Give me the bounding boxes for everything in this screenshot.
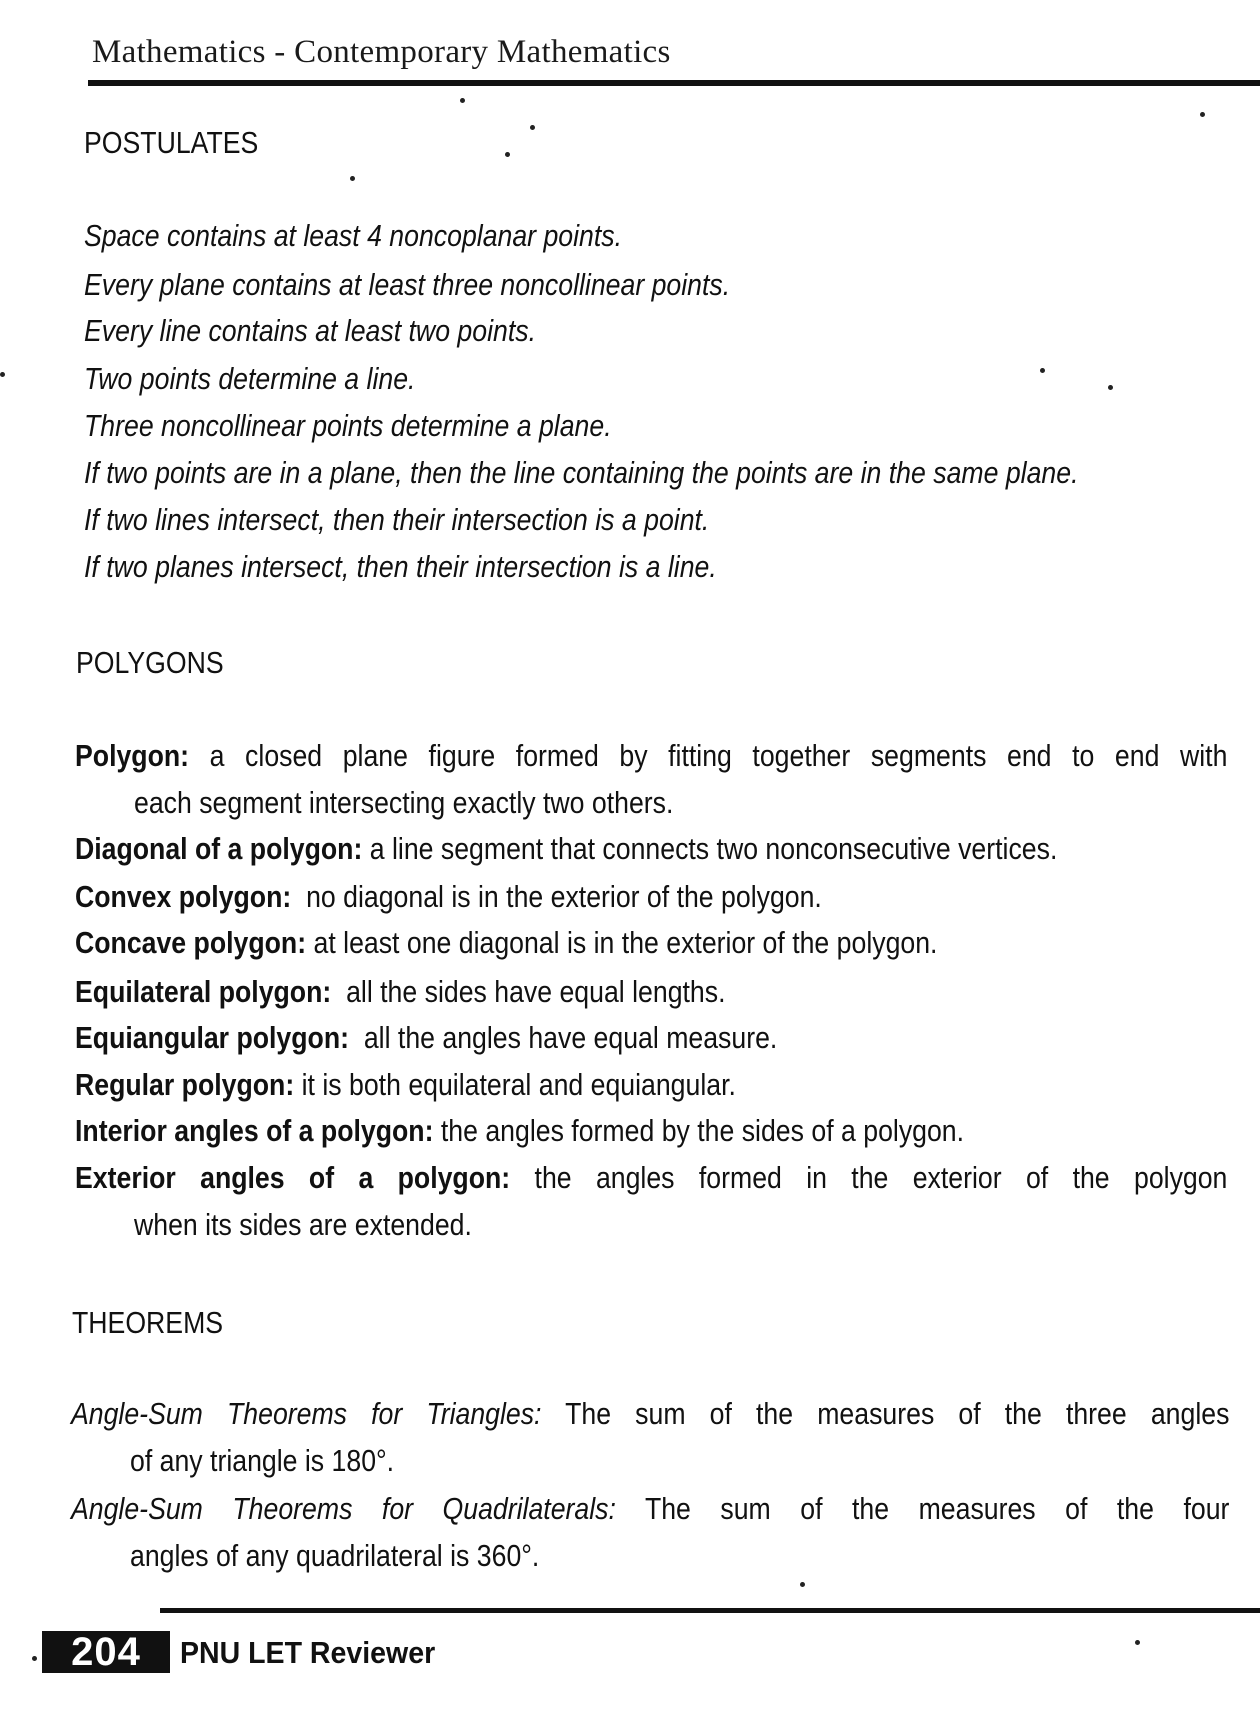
term: Regular polygon: — [75, 1067, 295, 1102]
definition: the angles formed by the sides of a polygon. — [440, 1113, 965, 1148]
scan-speck — [0, 372, 5, 377]
definition: all the angles have equal measure. — [363, 1020, 778, 1055]
scan-speck — [530, 125, 535, 130]
definition-continuation: each segment intersecting exactly two others. — [134, 785, 674, 820]
theorem-quadrilaterals — [71, 1489, 1229, 1529]
postulate-item: If two planes intersect, then their intersection is a line. — [84, 549, 717, 584]
postulate-item: If two points are in a plane, then the line containing the points are in the same plane. — [84, 455, 1079, 490]
term: Interior angles of a polygon: — [75, 1113, 434, 1148]
running-header: Mathematics - Contemporary Mathematics — [92, 34, 671, 70]
definition-concave — [75, 923, 937, 963]
theorem-name: Angle-Sum Theorems for Triangles: — [71, 1396, 542, 1431]
term: Convex polygon: — [75, 879, 292, 914]
definition: no diagonal is in the exterior of the polygon. — [306, 879, 822, 914]
definition-interior-angles — [75, 1111, 964, 1151]
definition: the angles formed in the exterior of the polygon — [534, 1160, 1228, 1195]
scan-speck — [505, 152, 510, 157]
theorem-name: Angle-Sum Theorems for Quadrilaterals: — [71, 1491, 616, 1526]
definition-convex — [75, 877, 822, 917]
definition-diagonal — [75, 829, 1057, 869]
term: Equiangular polygon: — [75, 1020, 350, 1055]
definition-polygon — [75, 736, 1227, 776]
footer-rule — [160, 1608, 1260, 1613]
definition: a line segment that connects two nonconsecutive vertices. — [369, 831, 1058, 866]
theorem-statement: The sum of the measures of the three angles — [565, 1396, 1230, 1431]
definition-regular — [75, 1065, 736, 1105]
postulate-item: Space contains at least 4 noncoplanar points. — [84, 218, 623, 253]
postulate-item: Every line contains at least two points. — [84, 313, 536, 348]
section-heading-postulates: POSTULATES — [84, 125, 259, 160]
definition: a closed plane figure formed by fitting together segments end to end with — [209, 738, 1228, 773]
scan-speck — [32, 1656, 37, 1661]
term: Equilateral polygon: — [75, 974, 332, 1009]
postulate-item: If two lines intersect, then their intersection is a point. — [84, 502, 710, 537]
definition: at least one diagonal is in the exterior of the polygon. — [313, 925, 938, 960]
theorem-statement: The sum of the measures of the four — [644, 1491, 1230, 1526]
section-heading-polygons: POLYGONS — [76, 645, 224, 680]
scan-speck — [460, 98, 465, 103]
theorem-continuation: of any triangle is 180°. — [130, 1443, 395, 1478]
definition: it is both equilateral and equiangular. — [301, 1067, 736, 1102]
postulate-item: Three noncollinear points determine a plane. — [84, 408, 612, 443]
scan-speck — [1108, 385, 1113, 390]
definition-continuation: when its sides are extended. — [134, 1207, 472, 1242]
definition-equiangular — [75, 1018, 777, 1058]
term: Polygon: — [75, 738, 190, 773]
definition-exterior-angles — [75, 1158, 1227, 1198]
term: Diagonal of a polygon: — [75, 831, 363, 866]
scan-speck — [1200, 112, 1205, 117]
postulate-item: Two points determine a line. — [84, 361, 416, 396]
scan-speck — [350, 176, 355, 181]
book-title: PNU LET Reviewer — [180, 1635, 436, 1670]
scan-speck — [1135, 1640, 1140, 1645]
term: Concave polygon: — [75, 925, 307, 960]
definition-equilateral — [75, 972, 726, 1012]
theorem-continuation: angles of any quadrilateral is 360°. — [130, 1538, 540, 1573]
section-heading-theorems: THEOREMS — [72, 1305, 224, 1340]
header-rule — [88, 80, 1260, 86]
theorem-triangles — [71, 1394, 1229, 1434]
term: Exterior angles of a polygon: — [75, 1160, 511, 1195]
definition: all the sides have equal lengths. — [346, 974, 726, 1009]
scan-speck — [800, 1582, 805, 1587]
postulate-item: Every plane contains at least three noncollinear points. — [84, 267, 731, 302]
page-number: 204 — [42, 1631, 170, 1673]
scan-speck — [1040, 368, 1045, 373]
